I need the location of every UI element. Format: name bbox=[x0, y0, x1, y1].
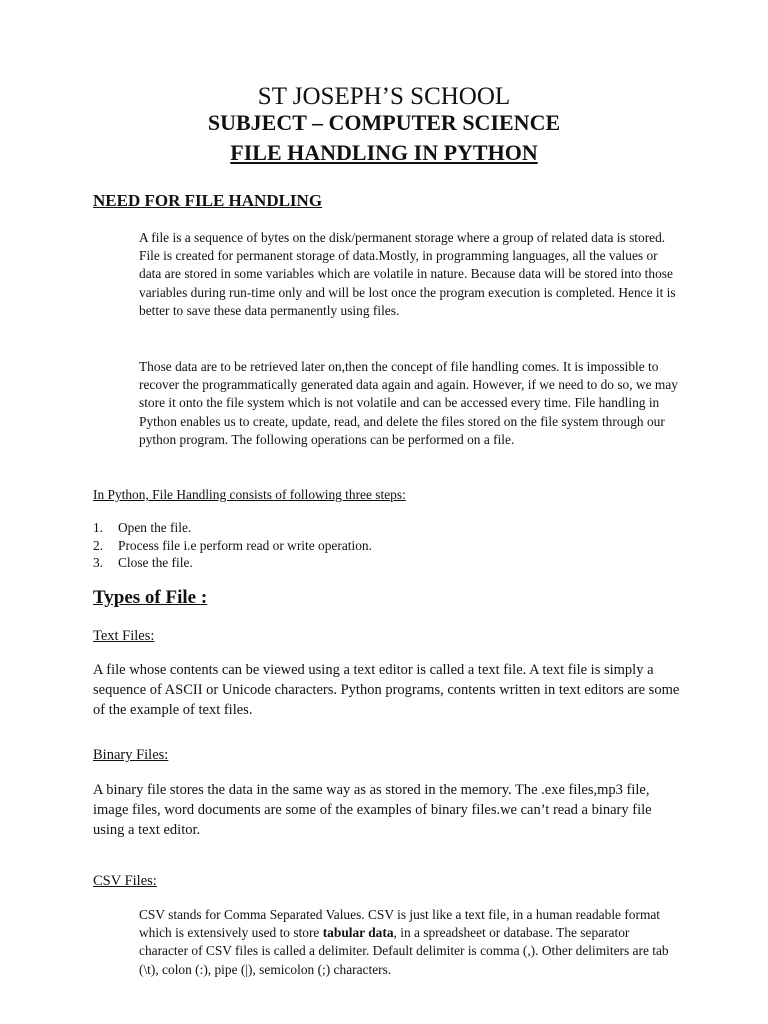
list-item bbox=[93, 537, 372, 555]
step-number: 3. bbox=[93, 555, 104, 570]
step-text: Close the file. bbox=[118, 555, 193, 570]
step-number: 1. bbox=[93, 520, 104, 535]
text-files-heading: Text Files: bbox=[93, 628, 155, 644]
need-for-file-handling-heading: NEED FOR FILE HANDLING bbox=[93, 191, 323, 210]
school-name: ST JOSEPH’S SCHOOL bbox=[257, 83, 511, 110]
csv-bold-term: tabular data bbox=[322, 925, 394, 941]
step-text: Open the file. bbox=[118, 520, 192, 535]
csv-files-paragraph bbox=[139, 906, 679, 979]
text-files-paragraph: A file whose contents can be viewed using a text editor is called a text file. A text file is simply a sequence of ASCII or Unicode characters. Python programs, contents written in text editors are some of the example of text files. bbox=[93, 662, 680, 718]
binary-files-paragraph: A binary file stores the data in the same way as as stored in the memory. The .exe files,mp3 file, image files, word documents are some of the examples of binary files.we can’t read a binary file using a text editor. bbox=[93, 782, 652, 838]
step-number: 2. bbox=[93, 537, 104, 553]
csv-text-start: CSV stands for Comma Separated Values. CSV is just like a text file, in a human readable format which is extensively used to store bbox=[139, 907, 661, 941]
steps-list bbox=[93, 519, 372, 572]
binary-files-heading: Binary Files: bbox=[93, 747, 169, 763]
need-paragraph-2: Those data are to be retrieved later on,then the concept of file handling comes. It is impossible to recover the programmatically generated data again and again. However, if we need to do so, we may store it onto the file system which is not volatile and can be accessed every time. File handling in Python enables us to create, update, read, and delete the files stored on the file system through our python program. The following operations can be performed on a file. bbox=[139, 359, 678, 447]
step-text: Process file i.e perform read or write operation. bbox=[118, 537, 372, 553]
subject-heading: SUBJECT – COMPUTER SCIENCE bbox=[207, 110, 561, 135]
csv-files-heading: CSV Files: bbox=[93, 873, 157, 889]
need-paragraph-1: A file is a sequence of bytes on the disk/permanent storage where a group of related data is stored. File is created for permanent storage of data.Mostly, in programming languages, all the values or data are stored in some variables which are volatile in nature. Because data will be stored into those variables during run-time only and will be lost once the program execution is completed. Hence it is better to save these data permanently using files. bbox=[139, 230, 676, 318]
steps-heading: In Python, File Handling consists of following three steps: bbox=[93, 487, 406, 502]
document-title: FILE HANDLING IN PYTHON bbox=[230, 140, 538, 165]
list-item bbox=[93, 519, 372, 537]
types-of-file-heading: Types of File : bbox=[93, 587, 208, 608]
csv-text-end: , in a spreadsheet or database. The separator character of CSV files is called a delimiter. Default delimiter is comma (,). Other delimiters are tab (\t), colon (:), pipe (|), semicolon (;) characters. bbox=[139, 925, 669, 977]
list-item bbox=[93, 554, 372, 572]
